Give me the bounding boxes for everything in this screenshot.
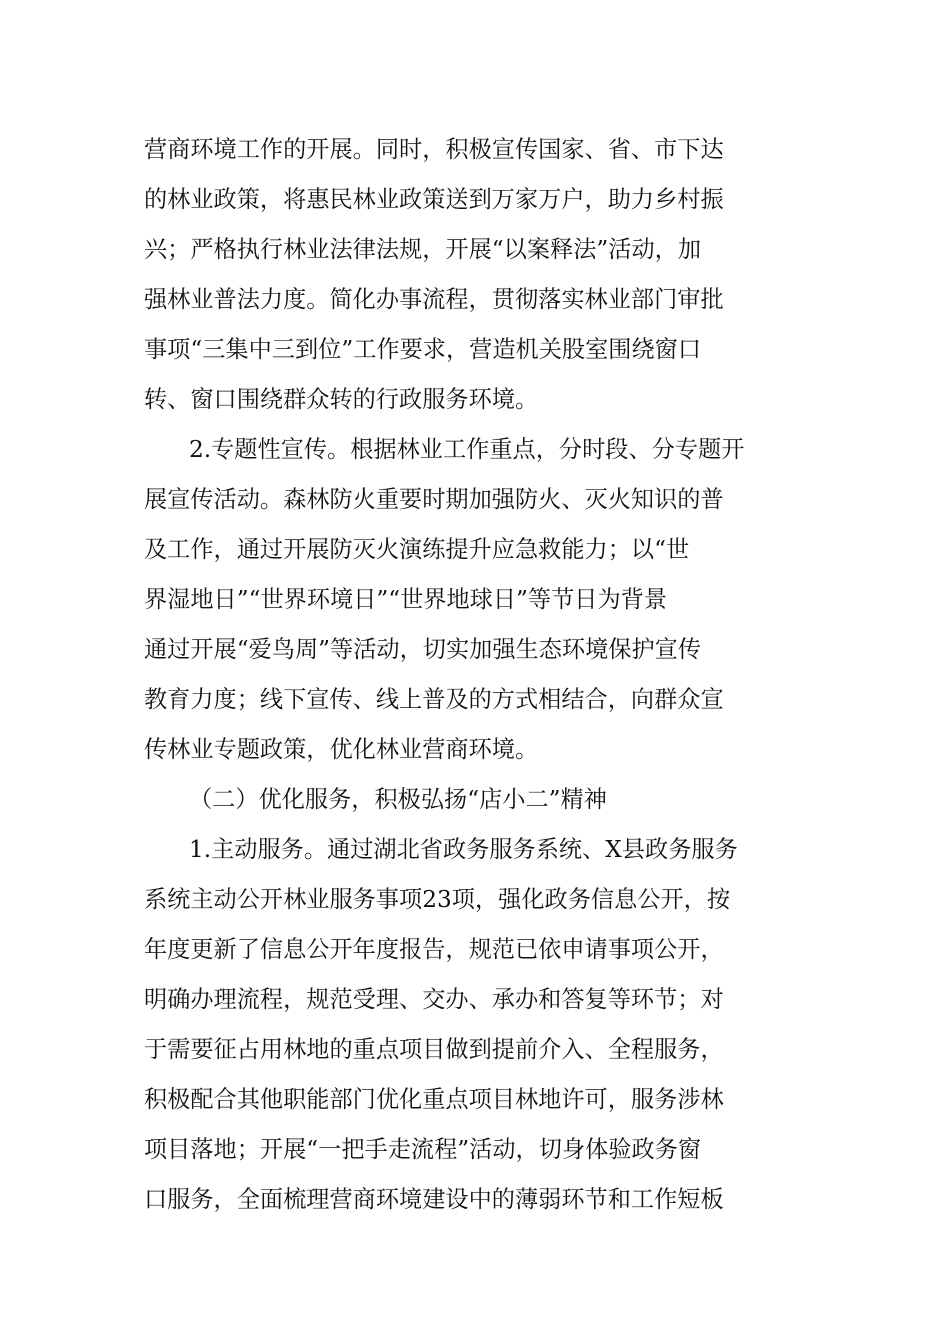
text-line: 界湿地日”“世界环境日”“世界地球日”等节日为背景 <box>144 586 668 613</box>
text-line: （二）优化服务，积极弘扬“店小二”精神 <box>189 786 607 813</box>
text-line: 转、窗口围绕群众转的行政服务环境。 <box>144 386 539 413</box>
text-line: 及工作，通过开展防灭火演练提升应急救能力；以“世 <box>144 536 690 563</box>
text-line: 明确办理流程，规范受理、交办、承办和答复等环节；对 <box>144 986 724 1013</box>
text-line: 1.主动服务。通过湖北省政务服务系统、X县政务服务 <box>189 836 738 863</box>
text-line: 年度更新了信息公开年度报告，规范已依申请事项公开， <box>144 936 724 963</box>
text-line: 项目落地；开展“一把手走流程”活动，切身体验政务窗 <box>144 1136 702 1163</box>
text-line: 强林业普法力度。简化办事流程，贯彻落实林业部门审批 <box>144 286 724 313</box>
text-line: 的林业政策，将惠民林业政策送到万家万户，助力乡村振 <box>144 186 724 213</box>
document-body <box>144 125 808 1225</box>
text-line: 兴；严格执行林业法律法规，开展“以案释法”活动，加 <box>144 236 702 263</box>
text-line: 教育力度；线下宣传、线上普及的方式相结合，向群众宣 <box>144 686 724 713</box>
text-line: 传林业专题政策，优化林业营商环境。 <box>144 736 539 763</box>
text-line: 积极配合其他职能部门优化重点项目林地许可，服务涉林 <box>144 1086 724 1113</box>
text-line: 通过开展“爱鸟周”等活动，切实加强生态环境保护宣传 <box>144 636 702 663</box>
text-line: 事项“三集中三到位”工作要求，营造机关股室围绕窗口 <box>144 336 702 363</box>
text-line: 口服务，全面梳理营商环境建设中的薄弱环节和工作短板 <box>144 1186 724 1213</box>
text-line: 系统主动公开林业服务事项23项，强化政务信息公开，按 <box>144 886 731 913</box>
text-line: 2.专题性宣传。根据林业工作重点，分时段、分专题开 <box>189 436 745 463</box>
text-line: 于需要征占用林地的重点项目做到提前介入、全程服务， <box>144 1036 724 1063</box>
text-line: 展宣传活动。森林防火重要时期加强防火、灭火知识的普 <box>144 486 724 513</box>
text-line: 营商环境工作的开展。同时，积极宣传国家、省、市下达 <box>144 136 724 163</box>
